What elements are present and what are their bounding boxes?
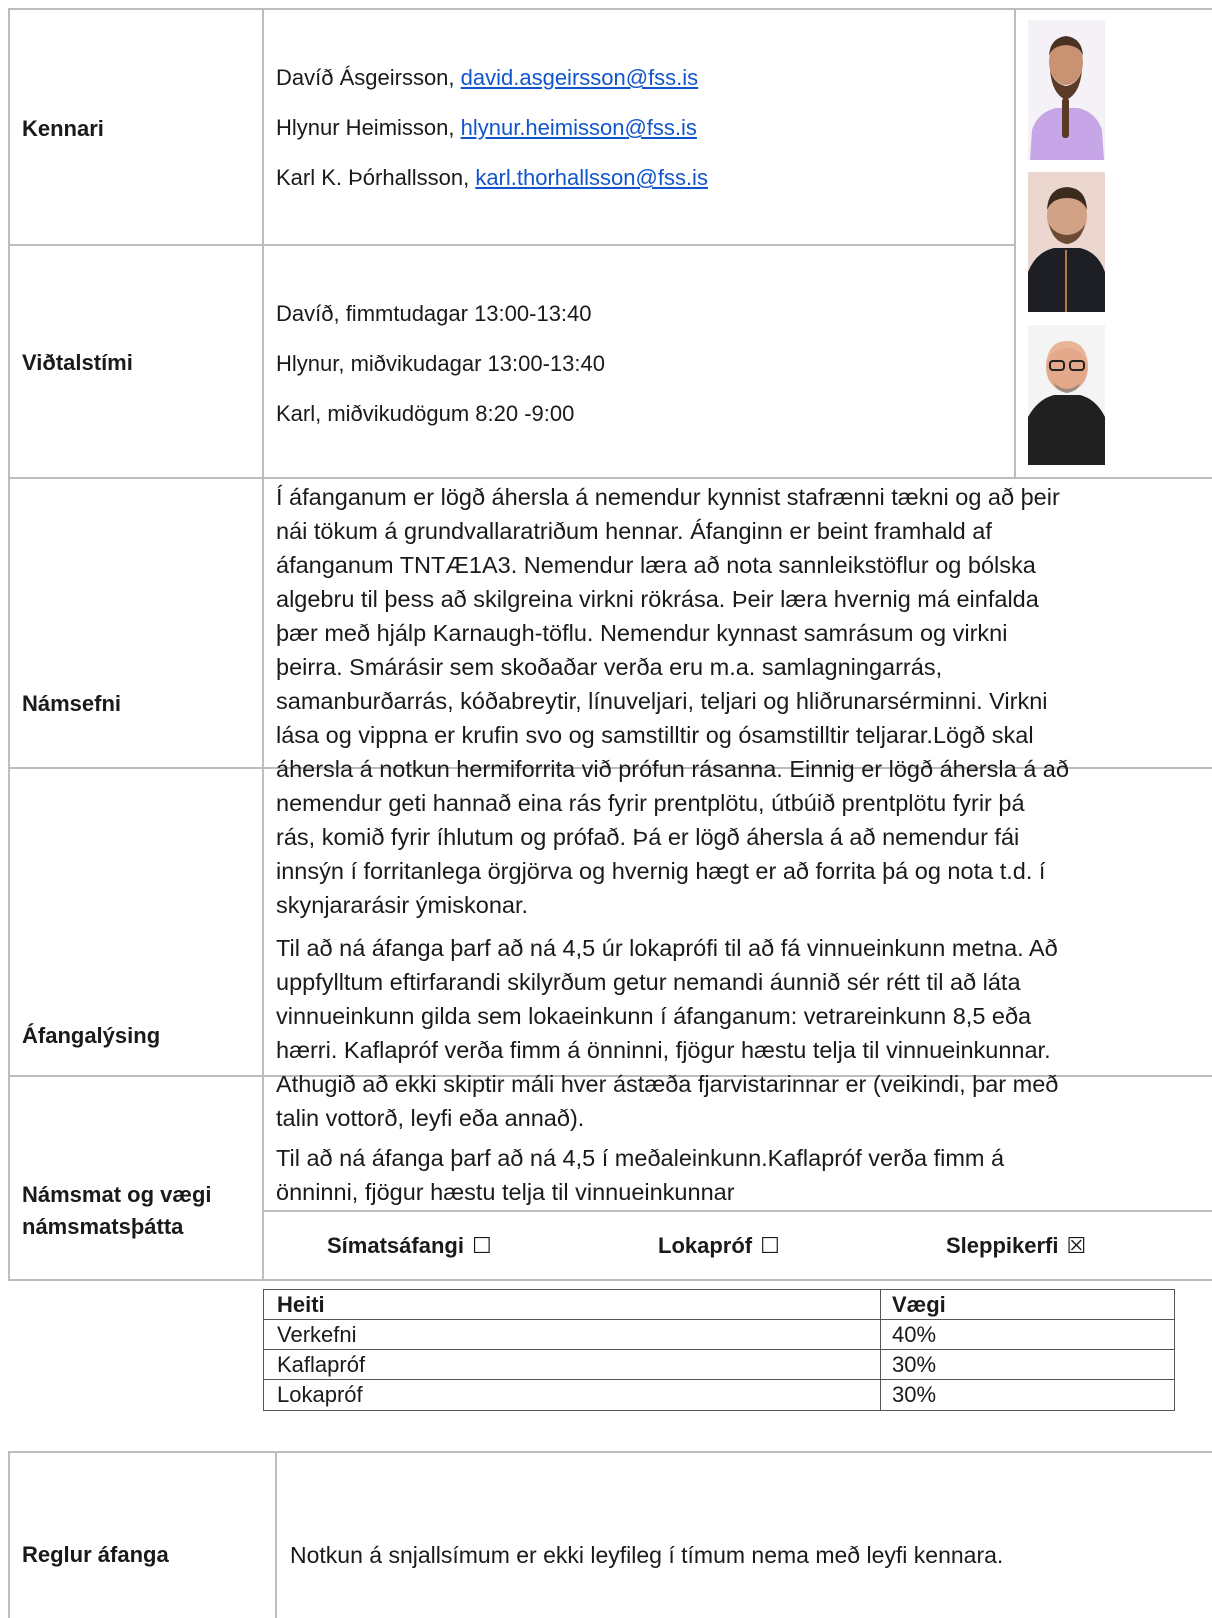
option-label: Símatsáfangi xyxy=(327,1233,464,1258)
paragraph-line: áfanganum TNTÆ1A3. Nemendur læra að nota sannleikstöflur og bólska xyxy=(276,552,1036,578)
reglur-text: Notkun á snjallsímum er ekki leyfileg í tímum nema með leyfi kennara. xyxy=(290,1542,1004,1568)
paragraph-line: Athugið að ekki skiptir máli hver ástæða fjarvistarinnar er (veikindi, þar með xyxy=(276,1071,1059,1097)
option-sleppikerfi[interactable] xyxy=(946,1230,1086,1263)
paragraph-line: lása og vippna er krufin svo og samstilltir og ósamstilltir teljarar.Lögð skal xyxy=(276,722,1034,748)
teacher-row xyxy=(276,162,708,194)
paragraph-line: vinnueinkunn gilda sem lokaeinkunn í áfanganum: vetrareinkunn 8,5 eða xyxy=(276,1003,1032,1029)
column-header-heiti: Heiti xyxy=(277,1292,325,1317)
office-hours-item: Hlynur, miðvikudagar 13:00-13:40 xyxy=(276,351,605,376)
paragraph-line: algebru til þess að skilgreina virkni rökrása. Þeir læra hvernig má einfalda xyxy=(276,586,1039,612)
paragraph-line: rás, komið fyrir íhlutum og prófað. Þá er lögð áhersla á að nemendur fái xyxy=(276,824,1020,850)
paragraph-line: talin vottorð, leyfi eða annað). xyxy=(276,1105,585,1131)
paragraph-line: áhersla á notkun hermiforrita við prófun rásanna. Einnig er lögð áhersla á að xyxy=(276,756,1069,782)
teacher-email-link[interactable]: david.asgeirsson@fss.is xyxy=(460,65,699,90)
table-cell: 30% xyxy=(892,1352,937,1377)
table-cell: Verkefni xyxy=(277,1322,357,1347)
checkbox-checked-icon[interactable]: ☒ xyxy=(1066,1234,1087,1259)
afangalysing-label: Áfangalýsing xyxy=(22,1023,161,1048)
checkbox-unchecked-icon[interactable]: ☐ xyxy=(471,1234,492,1259)
option-lokaprof[interactable] xyxy=(658,1230,780,1263)
option-label: Lokapróf xyxy=(658,1233,753,1258)
teacher-name: Davíð Ásgeirsson, xyxy=(276,65,461,90)
paragraph-line: Til að ná áfanga þarf að ná 4,5 í meðaleinkunn.Kaflapróf verða fimm á xyxy=(276,1145,1005,1171)
kennari-label: Kennari xyxy=(22,116,104,141)
column-header-vaegi: Vægi xyxy=(892,1292,946,1317)
paragraph-line: þær með hjálp Karnaugh-töflu. Nemendur kynnast samrásum og virkni xyxy=(276,620,1008,646)
paragraph-line: Til að ná áfanga þarf að ná 4,5 úr lokaprófi til að fá vinnueinkunn metna. Að xyxy=(276,935,1058,961)
table-cell: 30% xyxy=(892,1382,937,1407)
teacher-name: Hlynur Heimisson, xyxy=(276,115,461,140)
paragraph-line: skynjararásir ýmiskonar. xyxy=(276,892,529,918)
paragraph-line: nái tökum á grundvallaratriðum hennar. Áfanginn er beint framhald af xyxy=(276,518,992,544)
option-simatsafangi[interactable] xyxy=(327,1230,492,1263)
reglur-label: Reglur áfanga xyxy=(22,1542,169,1567)
paragraph-line: önninni, fjögur hæstu telja til vinnueinkunnar xyxy=(276,1179,735,1205)
teacher-email-link[interactable]: hlynur.heimisson@fss.is xyxy=(460,115,697,140)
namsmat-label: námsmatsþátta xyxy=(22,1214,184,1239)
teacher-row xyxy=(276,62,698,94)
checkbox-unchecked-icon[interactable]: ☐ xyxy=(760,1234,780,1259)
namsmat-label: Námsmat og vægi xyxy=(22,1182,212,1207)
table-cell: 40% xyxy=(892,1322,937,1347)
table-cell: Lokapróf xyxy=(277,1382,363,1407)
paragraph-line: innsýn í forritanlega örgjörva og hvernig hægt er að forrita þá og nota t.d. í xyxy=(276,858,1046,884)
teacher-name: Karl K. Þórhallsson, xyxy=(276,165,476,190)
namsefni-label: Námsefni xyxy=(22,691,122,716)
teacher-photo xyxy=(1028,325,1105,465)
office-hours-item: Karl, miðvikudögum 8:20 -9:00 xyxy=(276,401,575,426)
vidtalstimi-label: Viðtalstími xyxy=(22,350,133,375)
paragraph-line: uppfylltum eftirfarandi skilyrðum getur nemandi áunnið sér rétt til að láta xyxy=(276,969,1021,995)
paragraph-line: þeirra. Smárásir sem skoðaðar verða eru m.a. samlagningarrás, xyxy=(276,654,943,680)
option-label: Sleppikerfi xyxy=(946,1233,1059,1258)
paragraph-line: nemendur geti hannað eina rás fyrir prentplötu, útbúið prentplötu fyrir þá xyxy=(276,790,1025,816)
teacher-photo xyxy=(1028,20,1105,160)
table-cell: Kaflapróf xyxy=(277,1352,366,1377)
teacher-photo xyxy=(1028,172,1105,312)
teacher-email-link[interactable]: karl.thorhallsson@fss.is xyxy=(475,165,708,190)
paragraph-line: samanburðarrás, kóðabreytir, línuveljari, teljari og hliðrunarsérminni. Virkni xyxy=(276,688,1048,714)
paragraph-line: hærri. Kaflapróf verða fimm á önninni, fjögur hæstu telja til vinnueinkunnar. xyxy=(276,1037,1051,1063)
office-hours-item: Davíð, fimmtudagar 13:00-13:40 xyxy=(276,301,592,326)
paragraph-line: Í áfanganum er lögð áhersla á nemendur kynnist stafrænni tækni og að þeir xyxy=(276,484,1060,510)
teacher-row xyxy=(276,112,697,144)
